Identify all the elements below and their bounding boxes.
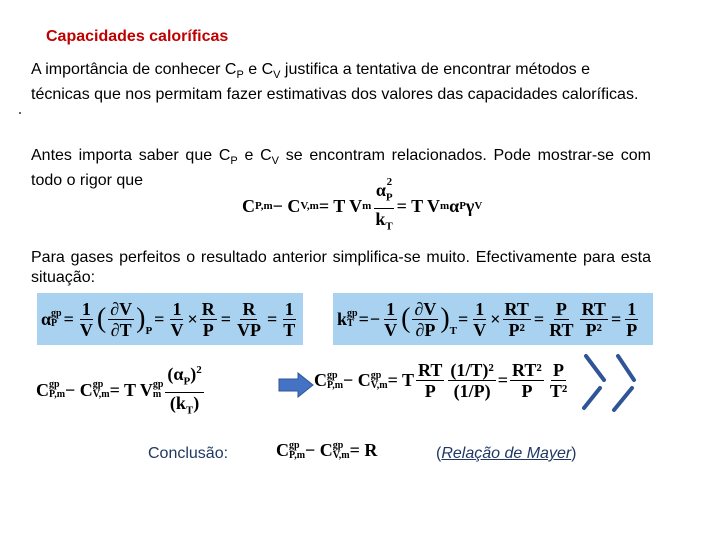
eq-symbol: − C bbox=[305, 440, 333, 460]
eq-superscript: gp bbox=[332, 439, 344, 451]
eq-subscript: V,m bbox=[92, 389, 110, 401]
eq-fraction: $\frac{RT}{\text{P²}}$ bbox=[504, 298, 529, 340]
eq-subscript: P,m bbox=[289, 449, 306, 461]
text-run: Antes importa saber que C bbox=[31, 147, 231, 164]
paragraph-ideal-gas: Para gases perfeitos o resultado anterior simplifica-se muito. Efectivamente para esta situação: bbox=[31, 249, 651, 286]
eq-subscript: m bbox=[439, 200, 450, 213]
eq-superscript: gp bbox=[327, 369, 338, 381]
eq-fraction: $\frac{1}{P}$ bbox=[626, 298, 638, 340]
eq-fraction: $\frac{\text{RT²}}{P}$ bbox=[512, 360, 542, 401]
eq-symbol: = bbox=[497, 370, 509, 390]
equation-ideal-gas bbox=[36, 360, 206, 420]
eq-symbol: ) bbox=[190, 364, 197, 384]
equation-substituted bbox=[314, 360, 571, 401]
eq-fraction: $\frac{\text{(1/T)²}}{(1/P)}$ bbox=[450, 360, 494, 401]
subscript: P bbox=[236, 69, 244, 82]
arrow-right-icon bbox=[278, 372, 314, 398]
subscript: P bbox=[230, 155, 238, 168]
eq-subscript: T bbox=[385, 220, 393, 233]
eq-subscript: T bbox=[449, 325, 458, 337]
eq-symbol: C bbox=[36, 379, 49, 400]
eq-symbol: C bbox=[314, 370, 327, 390]
eq-subscript: P,m bbox=[327, 379, 344, 391]
eq-symbol: α bbox=[449, 195, 460, 216]
subscript: V bbox=[271, 155, 279, 168]
eq-symbol: (k bbox=[169, 392, 186, 413]
eq-symbol: C bbox=[276, 440, 289, 460]
text-run: justifica a tentativa de encontrar métodos e técnicas que nos permitam fazer estimativas dos valores das capacidades caloríficas. bbox=[31, 61, 639, 104]
eq-symbol: (α bbox=[167, 364, 184, 384]
eq-symbol: C bbox=[242, 195, 255, 216]
eq-symbol: × bbox=[490, 308, 501, 329]
mayer-relation-note bbox=[436, 445, 577, 463]
eq-fraction bbox=[373, 176, 394, 236]
eq-fraction: $\frac{\partial V}{\partial T}$ bbox=[110, 298, 133, 340]
text-run: A importância de conhecer C bbox=[31, 61, 237, 78]
eq-superscript: gp bbox=[370, 369, 382, 381]
kappa-box: k gp T = − $\frac{1}{V}$ ( $\frac{\partial V}{\partial P}$ ) $_T$ = $\frac{1}{V}$ × $\frac{RT}{\text{P²}}$ = $\frac{P}{RT}$ $\frac{RT}{\text{P²}}$ = $\frac{1}{P}$ bbox=[333, 293, 653, 345]
eq-fraction: $\frac{1}{V}$ bbox=[473, 298, 487, 340]
eq-symbol: − C bbox=[65, 379, 93, 400]
eq-symbol: α bbox=[375, 180, 386, 200]
eq-subscript: P bbox=[145, 325, 153, 337]
eq-fraction: $\frac{P}{RT}$ bbox=[549, 298, 574, 340]
eq-fraction: $\frac{R}{VP}$ bbox=[236, 298, 261, 340]
text-run: se encontram relacionados. Pode mostrar-se com todo o rigor que bbox=[31, 147, 651, 190]
eq-fraction: $\frac{1}{T}$ bbox=[283, 298, 296, 340]
eq-fraction: $\frac{P}{\text{T²}}$ bbox=[549, 360, 568, 401]
eq-fraction: $\frac{\partial V}{\partial P}$ bbox=[414, 298, 437, 340]
eq-fraction bbox=[165, 360, 203, 420]
eq-superscript: gp bbox=[152, 379, 164, 391]
eq-subscript: V,m bbox=[370, 379, 388, 391]
eq-symbol: ) bbox=[193, 392, 200, 413]
equation-general bbox=[242, 176, 482, 236]
eq-fraction: $\frac{R}{P}$ bbox=[201, 298, 215, 340]
bullet-dot bbox=[19, 112, 21, 114]
mayer-relation-text: Relação de Mayer bbox=[441, 445, 572, 462]
eq-symbol: = T V bbox=[109, 379, 153, 400]
eq-superscript: 2 bbox=[386, 176, 393, 188]
eq-symbol: k bbox=[337, 308, 348, 329]
eq-symbol: = T V bbox=[318, 195, 363, 216]
eq-symbol: × bbox=[187, 308, 198, 329]
eq-symbol: = T V bbox=[396, 195, 440, 216]
eq-superscript: gp bbox=[289, 439, 300, 451]
eq-symbol: − bbox=[369, 308, 381, 329]
eq-symbol: = R bbox=[349, 440, 378, 460]
eq-subscript: T bbox=[185, 404, 194, 417]
eq-symbol: γ bbox=[465, 195, 475, 216]
eq-subscript: P,m bbox=[255, 200, 273, 213]
text-run: e C bbox=[243, 61, 274, 78]
eq-subscript: P bbox=[183, 375, 191, 388]
eq-subscript: V bbox=[474, 200, 483, 213]
eq-fraction: $\frac{RT}{\text{P²}}$ bbox=[581, 298, 606, 340]
eq-superscript: 2 bbox=[196, 364, 202, 376]
alpha-box: α gp P = $\frac{1}{V}$ ( $\frac{\partial V}{\partial T}$ ) $_P$ = $\frac{1}{V}$ × $\frac{R}{P}$ = $\frac{R}{VP}$ = $\frac{1}{T}$ bbox=[37, 293, 303, 345]
equation-mayer bbox=[276, 440, 377, 461]
eq-superscript: gp bbox=[51, 308, 62, 319]
eq-superscript: gp bbox=[92, 379, 104, 391]
subscript: V bbox=[273, 69, 281, 82]
eq-symbol: α bbox=[41, 308, 52, 329]
eq-subscript: T bbox=[347, 318, 354, 329]
page-title: Capacidades caloríficas bbox=[46, 28, 229, 45]
eq-subscript: m bbox=[152, 389, 162, 401]
text-run: e C bbox=[237, 147, 272, 164]
eq-subscript: P bbox=[51, 318, 58, 329]
eq-fraction: $\frac{1}{V}$ bbox=[79, 298, 93, 340]
eq-subscript: V,m bbox=[332, 449, 350, 461]
eq-symbol: k bbox=[375, 208, 386, 229]
paren: ) bbox=[571, 445, 577, 462]
eq-fraction: $\frac{RT}{P}$ bbox=[418, 360, 443, 401]
eq-symbol: − C bbox=[272, 195, 301, 216]
eq-symbol: − C bbox=[343, 370, 371, 390]
conclusion-label: Conclusão: bbox=[148, 445, 229, 462]
eq-superscript: gp bbox=[347, 308, 358, 319]
eq-subscript: P bbox=[385, 191, 393, 204]
eq-fraction: $\frac{1}{V}$ bbox=[384, 298, 398, 340]
eq-fraction: $\frac{1}{V}$ bbox=[170, 298, 184, 340]
paren: ( bbox=[436, 445, 442, 462]
paragraph-intro bbox=[31, 60, 651, 105]
eq-superscript: gp bbox=[49, 379, 60, 391]
eq-symbol: = T bbox=[387, 370, 414, 390]
cancel-strike-lines bbox=[570, 350, 650, 415]
eq-subscript: V,m bbox=[300, 200, 319, 213]
eq-subscript: P,m bbox=[49, 389, 66, 401]
eq-subscript: m bbox=[362, 200, 372, 213]
eq-subscript: P bbox=[459, 200, 466, 213]
